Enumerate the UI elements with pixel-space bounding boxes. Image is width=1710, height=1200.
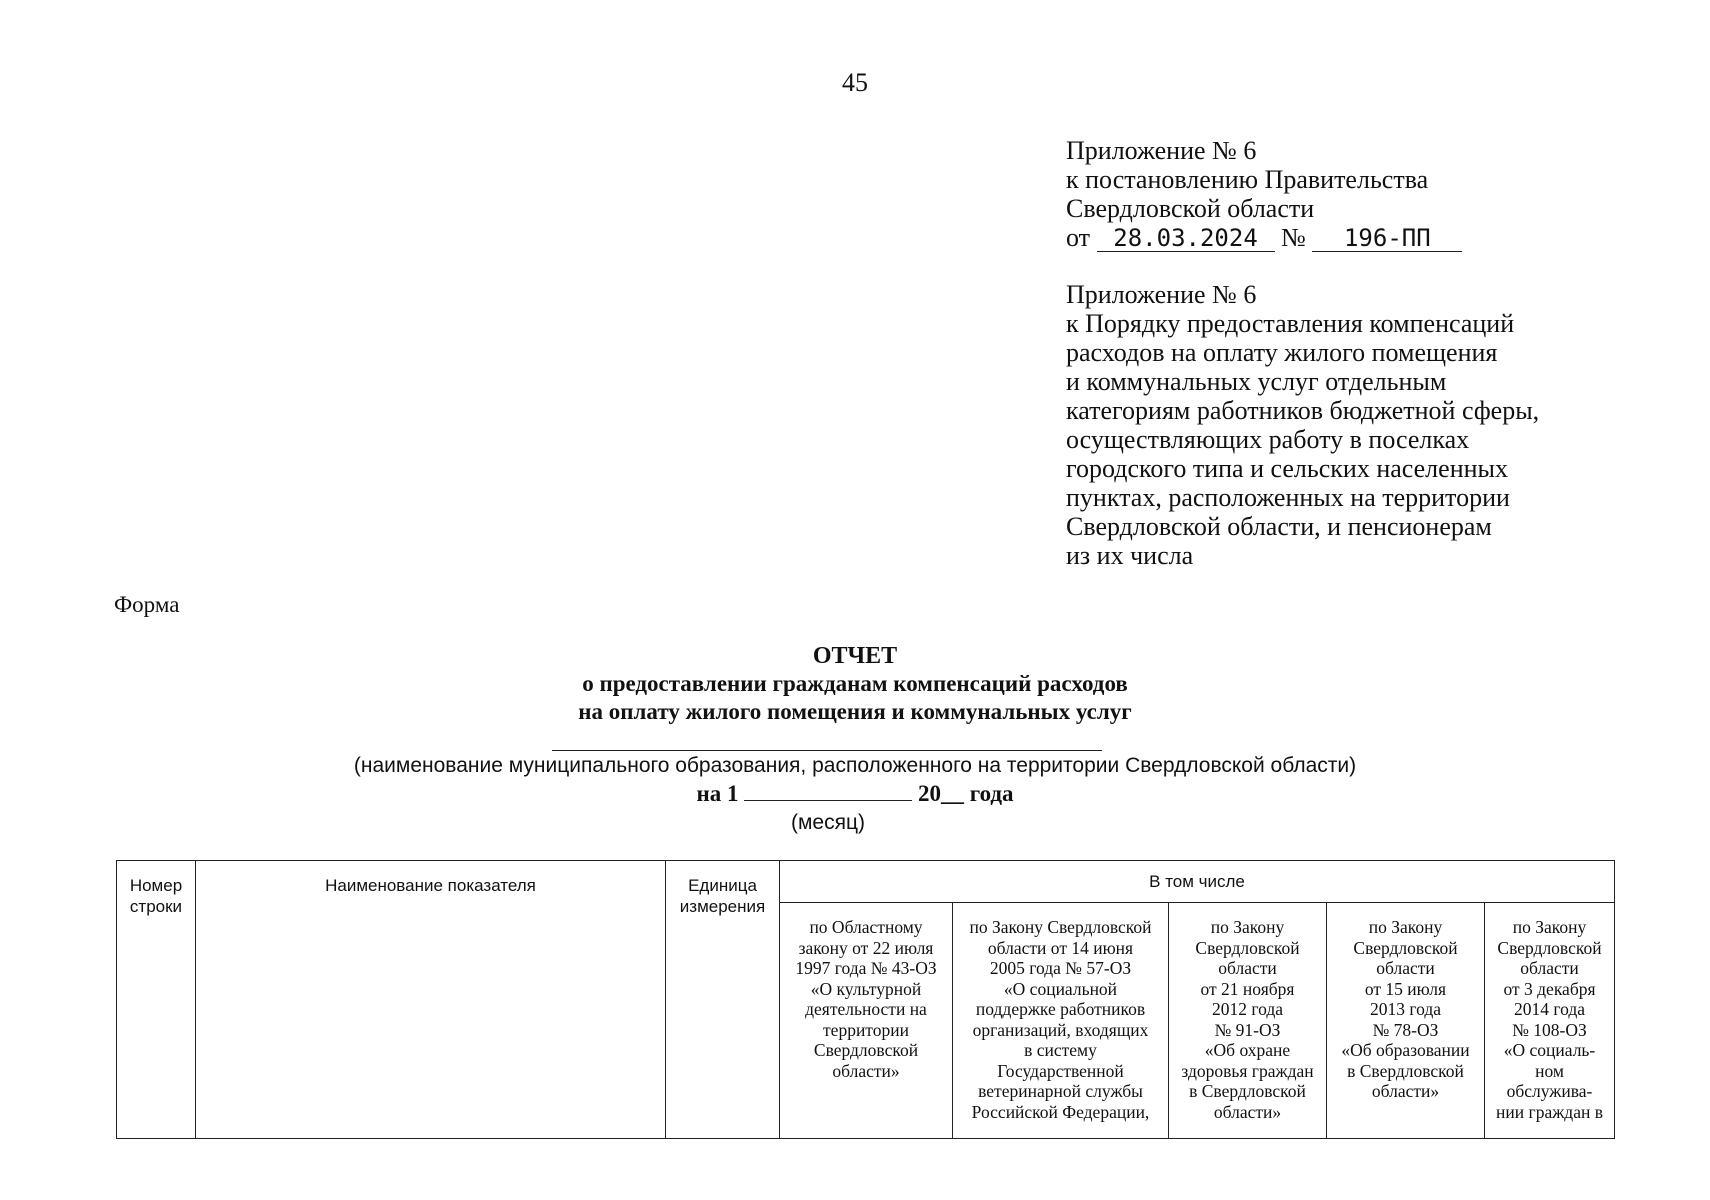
report-subtitle: о предоставлении гражданам компенсаций расходов — [582, 671, 1128, 696]
appendix-decree-title: Приложение № 6 — [1066, 136, 1257, 165]
appendix-decree-line: Свердловской области — [1066, 194, 1315, 223]
appendix-order-line: осуществляющих работу в поселках — [1066, 425, 1470, 454]
appendix-order-line: к Порядку предоставления компенсаций — [1066, 309, 1515, 338]
col-indicator-header: Наименование показателя — [196, 861, 666, 1139]
appendix-order-line: пунктах, расположенных на территории — [1066, 483, 1510, 512]
appendix-order-line: городского типа и сельских населенных — [1066, 454, 1508, 483]
number-sign: № — [1281, 223, 1306, 252]
appendix-order-line: расходов на оплату жилого помещения — [1066, 338, 1498, 367]
appendix-decree-line: к постановлению Правительства — [1066, 165, 1429, 194]
appendix-decree-date-line — [1066, 223, 1666, 252]
report-table — [116, 860, 1615, 1139]
report-date-line — [0, 781, 1710, 807]
date-prefix: от — [1066, 223, 1091, 252]
appendix-order-line: Свердловской области, и пенсионерам — [1066, 512, 1492, 541]
municipality-name-field[interactable] — [552, 750, 1102, 751]
report-subtitle: на оплату жилого помещения и коммунальных услуг — [578, 699, 1132, 724]
form-label: Форма — [114, 592, 180, 617]
col-group-header: В том числе — [780, 861, 1615, 903]
law-57-oz-header: по Закону Свердловской области от 14 июня 2005 года № 57-ОЗ «О социальной поддержке работников организаций, входящих в систему Государственной ветеринарной службы Российской Федерации, — [953, 903, 1169, 1139]
law-108-oz-header: по Закону Свердловской области от 3 декабря 2014 года № 108-ОЗ «О социаль- ном обслужива- нии граждан в — [1485, 903, 1615, 1139]
report-title: ОТЧЕТ — [812, 643, 898, 669]
appendix-order-line: и коммунальных услуг отдельным — [1066, 367, 1447, 396]
law-78-oz-header: по Закону Свердловской области от 15 июля 2013 года № 78-ОЗ «Об образовании в Свердловской области» — [1327, 903, 1485, 1139]
month-caption: (месяц) — [790, 811, 865, 834]
decree-date: 28.03.2024 — [1097, 225, 1275, 252]
appendix-order-block — [1066, 280, 1626, 570]
col-row-number-header: Номер строки — [117, 861, 196, 1139]
page-number: 45 — [842, 68, 868, 97]
appendix-decree-block — [1066, 136, 1666, 252]
report-date-prefix: на 1 — [696, 781, 739, 806]
month-field[interactable] — [744, 782, 912, 801]
report-date-year: 20__ года — [917, 781, 1014, 806]
decree-number: 196-ПП — [1312, 225, 1462, 252]
municipality-name-caption: (наименование муниципального образования, расположенного на территории Свердловской области) — [353, 754, 1357, 777]
col-unit-header: Единица измерения — [666, 861, 780, 1139]
appendix-order-title: Приложение № 6 — [1066, 280, 1257, 309]
appendix-order-line: категориям работников бюджетной сферы, — [1066, 396, 1540, 425]
appendix-order-line: из их числа — [1066, 541, 1194, 570]
law-43-oz-header: по Областному закону от 22 июля 1997 года № 43-ОЗ «О культурной деятельности на территории Свердловской области» — [780, 903, 953, 1139]
law-91-oz-header: по Закону Свердловской области от 21 ноября 2012 года № 91-ОЗ «Об охране здоровья граждан в Свердловской области» — [1169, 903, 1327, 1139]
